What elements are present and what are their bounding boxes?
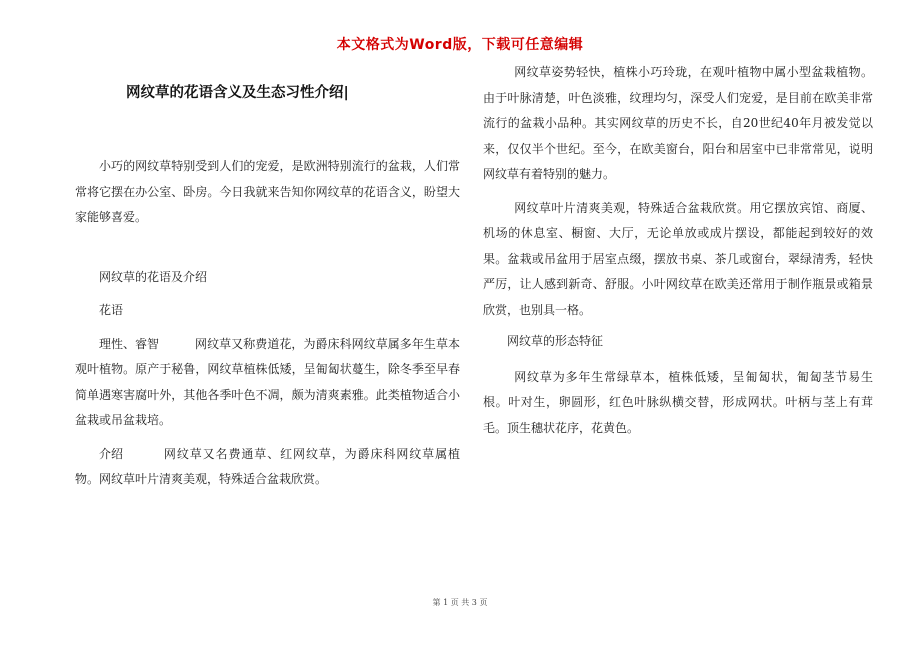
habit-paragraph: 网纹草姿势轻快，植株小巧玲珑，在观叶植物中属小型盆栽植物。由于叶脉清楚，叶色淡雅，纹理均匀，深受人们宠爱，是目前在欧美非常流行的盆栽小品种。其实网纹草的历史不长，自20世纪40年月被发觉以来，仅仅半个世纪。至今，在欧美窗台，阳台和居室中已非常常见，说明网纹草有着特别的魅力。: [483, 65, 873, 181]
ornamental-paragraph: 网纹草叶片清爽美观，特殊适合盆栽欣赏。用它摆放宾馆、商厦、机场的休息室、橱窗、大厅，无论单放或成片摆设，都能起到较好的效果。盆栽或吊盆用于居室点缀，摆放书桌、茶几或窗台，翠绿清秀，轻快严厉，让人感到新奇、舒服。小叶网纹草在欧美还常用于制作瓶景或箱景欣赏，也别具一格。: [483, 200, 873, 317]
intro-paragraph: 小巧的网纹草特别受到人们的宠爱，是欧洲特别流行的盆栽，人们常常将它摆在办公室、卧房。今日我就来告知你网纹草的花语含义，盼望大家能够喜爱。: [75, 159, 460, 224]
left-column: [75, 60, 460, 493]
meaning-label: 理性、睿智: [99, 336, 160, 351]
introduction-label: 介绍: [99, 446, 124, 461]
morphology-heading: 网纹草的形态特征: [507, 334, 604, 348]
meaning-paragraph: [75, 332, 460, 434]
introduction-paragraph: [75, 442, 460, 493]
page-number-footer: 第 1 页 共 3 页: [432, 598, 488, 607]
right-column: [483, 60, 873, 441]
section-heading: [75, 265, 460, 291]
meaning-text: 网纹草又称费道花，为爵床科网纹草属多年生草本观叶植物。原产于秘鲁，网纹草植株低矮，呈匍匐状蔓生，除冬季至早春简单遇寒害腐叶外，其他各季叶色不凋，颇为清爽素雅。此类植物适合小盆栽或吊盆栽培。: [75, 336, 460, 427]
flower-language-heading: [75, 298, 460, 324]
introduction-text: 网纹草又名费通草、红网纹草，为爵床科网纹草属植物。网纹草叶片清爽美观，特殊适合盆栽欣赏。: [75, 446, 460, 486]
morphology-paragraph: 网纹草为多年生常绿草本，植株低矮，呈匍匐状，匍匐茎节易生根。叶对生，卵圆形，红色叶脉纵横交替，形成网状。叶柄与茎上有茸毛。顶生穗状花序，花黄色。: [483, 369, 873, 435]
format-banner: 本文格式为Word版，下载可任意编辑: [336, 37, 584, 53]
section-heading-text: 网纹草的花语及介绍: [99, 269, 208, 284]
document-title: 网纹草的花语含义及生态习性介绍|: [126, 85, 349, 101]
flower-language-label: 花语: [99, 303, 124, 317]
